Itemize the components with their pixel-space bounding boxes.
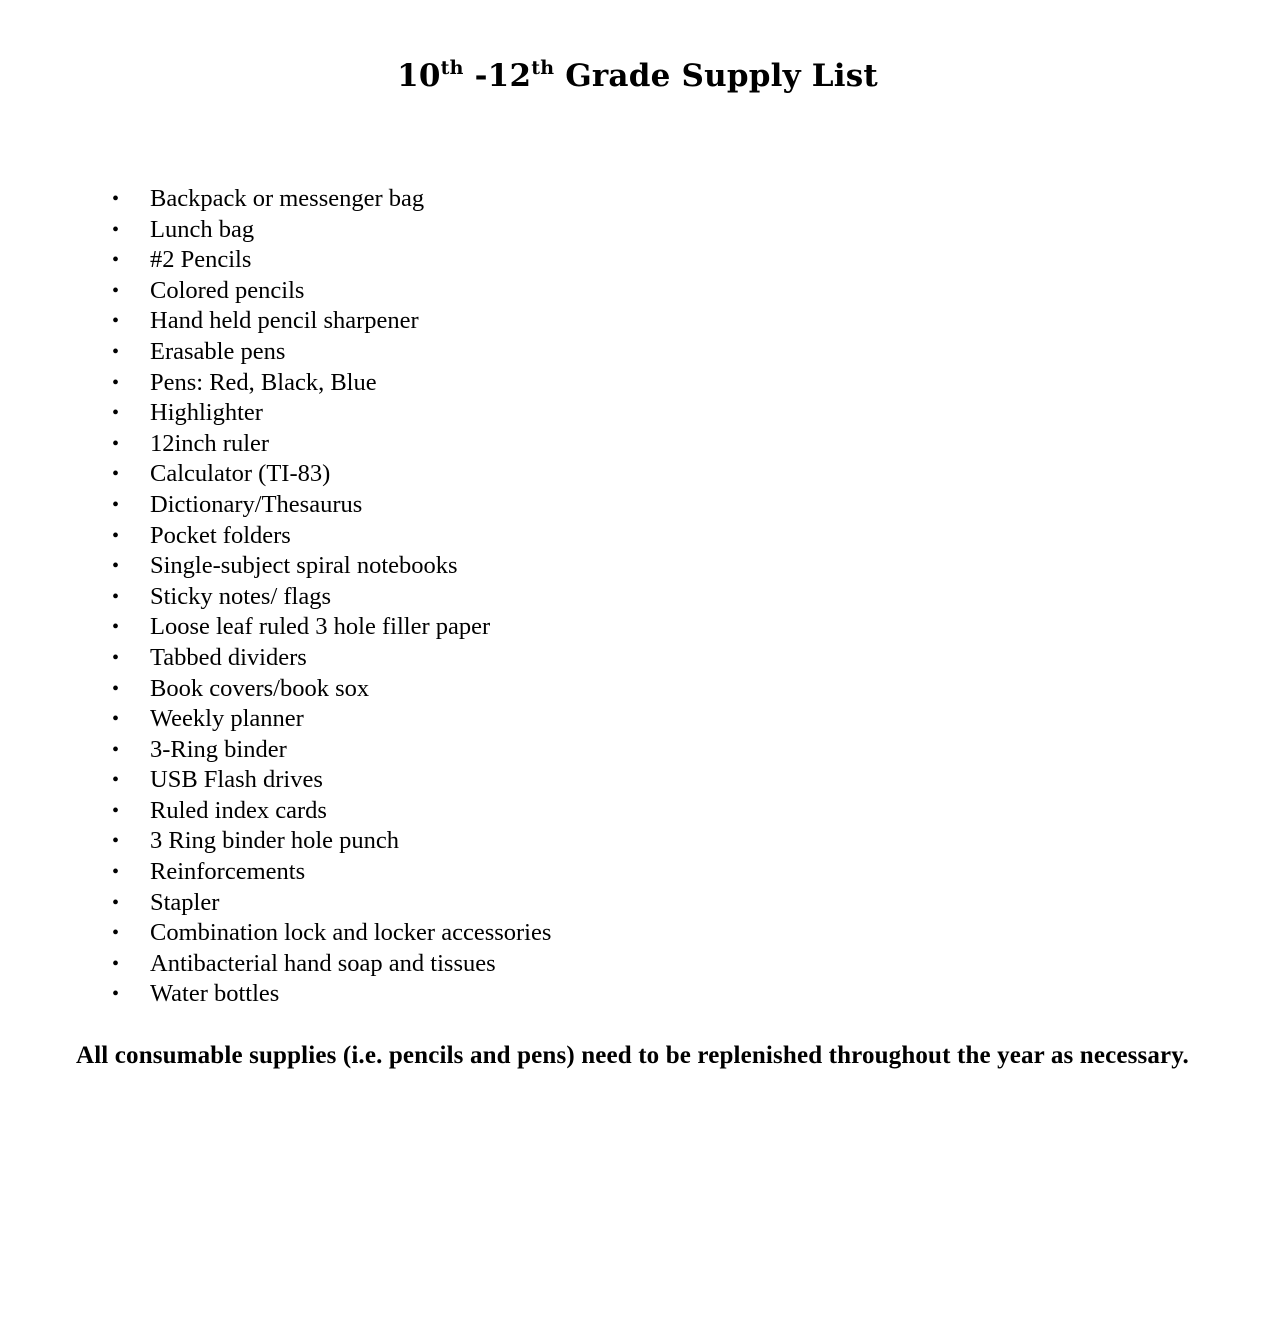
bullet-icon: • (112, 279, 120, 302)
bullet-icon: • (112, 952, 120, 975)
bullet-icon: • (112, 799, 120, 822)
list-item-text: Single-subject spiral notebooks (150, 552, 458, 580)
bullet-icon: • (112, 310, 120, 333)
title-text: Grade Supply List (554, 58, 878, 94)
bullet-icon: • (112, 891, 120, 914)
bullet-icon: • (112, 738, 120, 761)
bullet-icon: • (112, 616, 120, 639)
list-item-text: Antibacterial hand soap and tissues (150, 949, 496, 977)
bullet-icon: • (112, 830, 120, 853)
list-item-text: Combination lock and locker accessories (150, 919, 552, 947)
list-item-text: Backpack or messenger bag (150, 185, 425, 212)
list-item-text: 3 Ring binder hole punch (150, 827, 400, 855)
bullet-icon: • (112, 983, 120, 1006)
list-item-text: Ruled index cards (150, 796, 327, 824)
bullet-icon: • (112, 524, 120, 547)
bullet-icon: • (112, 340, 120, 363)
list-item-text: Reinforcements (150, 858, 306, 886)
bullet-icon: • (112, 769, 120, 792)
title-superscript-end: th (531, 57, 555, 79)
bullet-icon: • (112, 493, 120, 516)
bullet-icon: • (112, 432, 120, 455)
bullet-icon: • (112, 708, 120, 731)
bullet-icon: • (112, 249, 120, 272)
list-item-text: Calculator (TI-83) (150, 460, 331, 488)
list-item-text: Weekly planner (150, 705, 304, 733)
list-item-text: Pocket folders (150, 521, 291, 549)
list-item-text: Sticky notes/ flags (150, 582, 332, 610)
title-grade-start: 10 (397, 58, 441, 94)
bullet-icon: • (112, 861, 120, 884)
bullet-icon: • (112, 371, 120, 394)
title-grade-end: -12 (463, 58, 532, 94)
list-item-text: USB Flash drives (150, 766, 323, 794)
bullet-icon: • (112, 922, 120, 945)
list-item-text: 12inch ruler (150, 429, 270, 457)
list-item-text: Pens: Red, Black, Blue (150, 368, 377, 396)
list-item-text: Water bottles (150, 980, 280, 1008)
list-item-text: Book covers/book sox (150, 674, 370, 702)
list-item-text: Erasable pens (150, 337, 286, 365)
list-item-text: Colored pencils (150, 276, 305, 304)
list-item-text: Lunch bag (150, 215, 255, 243)
bullet-icon: • (112, 402, 120, 425)
bullet-icon: • (112, 555, 120, 578)
bullet-icon: • (112, 646, 120, 669)
bullet-icon: • (112, 677, 120, 700)
page-title (0, 54, 1275, 98)
list-item-text: #2 Pencils (150, 246, 252, 274)
list-item-text: Highlighter (150, 399, 263, 427)
bullet-icon: • (112, 585, 120, 608)
bullet-icon: • (112, 218, 120, 241)
list-item-text: Stapler (150, 888, 220, 916)
bullet-icon: • (112, 463, 120, 486)
list-item-text: Dictionary/Thesaurus (150, 490, 363, 518)
footnote: All consumable supplies (i.e. pencils and pens) need to be replenished throughout the year as necessary. (76, 1042, 1189, 1069)
bullet-icon: • (112, 188, 120, 210)
list-item-text: Tabbed dividers (150, 643, 307, 671)
list-item-text: Hand held pencil sharpener (150, 307, 419, 335)
title-superscript-start: th (440, 57, 464, 79)
list-item-text: Loose leaf ruled 3 hole filler paper (150, 613, 491, 641)
list-item-text: 3-Ring binder (150, 735, 287, 763)
